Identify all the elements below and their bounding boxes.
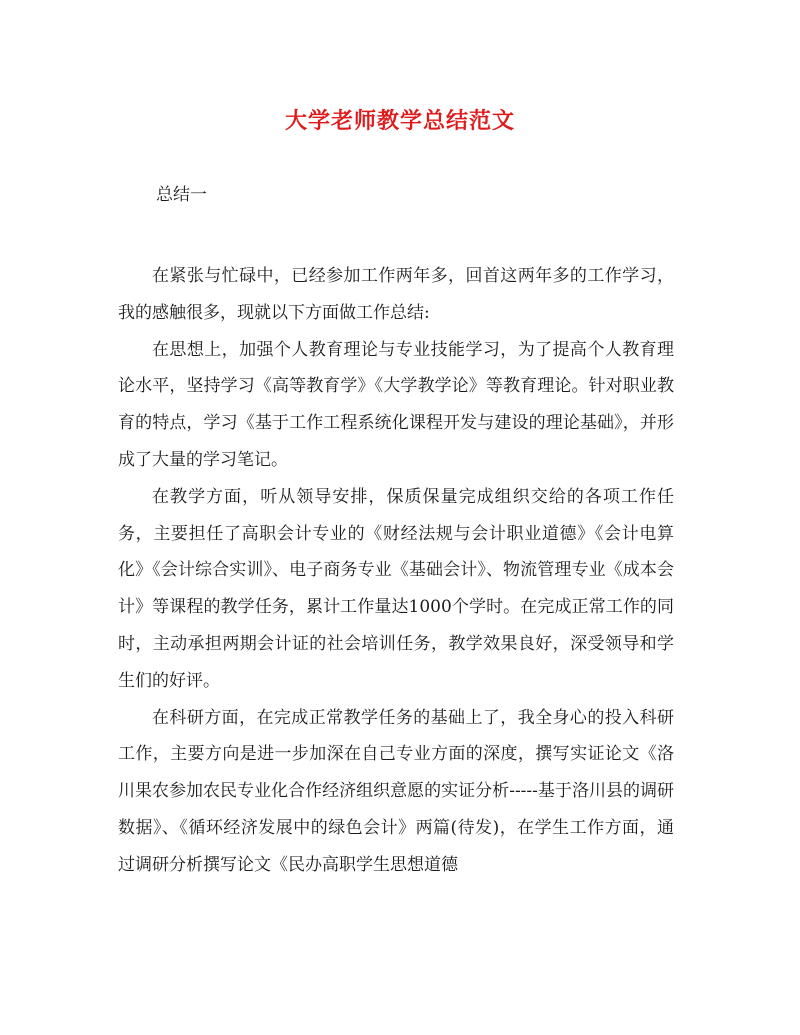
paragraph: 在思想上，加强个人教育理论与专业技能学习，为了提高个人教育理论水平，坚持学习《高等教育学》《大学教学论》等教育理论。针对职业教育的特点，学习《基于工作工程系统化课程开发与建设的理论基础》，并形成了大量的学习笔记。 <box>118 339 674 470</box>
section-heading: 总结一 <box>156 185 207 205</box>
paragraph: 在紧张与忙碌中，已经参加工作两年多，回首这两年多的工作学习，我的感触很多，现就以下方面做工作总结: <box>118 266 674 323</box>
paragraph: 在科研方面，在完成正常教学任务的基础上了，我全身心的投入科研工作，主要方向是进一步加深在自己专业方面的深度，撰写实证论文《洛川果农参加农民专业化合作经济组织意愿的实证分析-----基于洛川县的调研数据》、《循环经济发展中的绿色会计》两篇(待发)，在学生工作方面，通过调研分析撰写论文《民办高职学生思想道德 <box>118 707 674 875</box>
document-title: 大学老师教学总结范文 <box>284 108 515 134</box>
paragraph: 在教学方面，听从领导安排，保质保量完成组织交给的各项工作任务，主要担任了高职会计专业的《财经法规与会计职业道德》《会计电算化》《会计综合实训》、电子商务专业《基础会计》、物流管理专业《成本会计》等课程的教学任务，累计工作量达1000个学时。在完成正常工作的同时，主动承担两期会计证的社会培训任务，教学效果良好，深受领导和学生们的好评。 <box>118 486 674 691</box>
body-text <box>118 258 674 884</box>
